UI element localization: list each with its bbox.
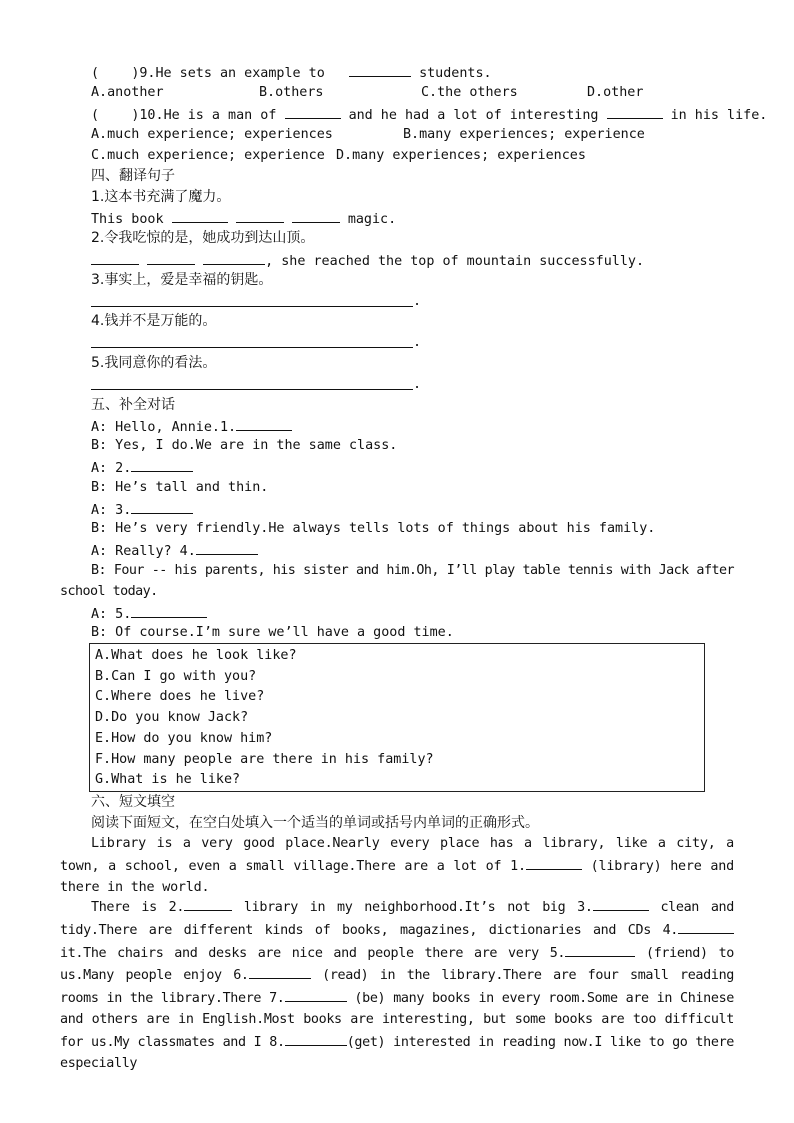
q9-options [91, 83, 711, 103]
answer-blank[interactable] [236, 208, 284, 223]
dialog-text: B: Four -- his parents, his sister and him.Oh, I’ll play table tennis with Jack after school today. [60, 563, 734, 599]
answer-line[interactable] [91, 306, 413, 307]
passage-text: (be) many books in every room.Some are in Chinese and others are in English.Most books are interesting, but some books are too difficult for us.My classmates and I 8. [60, 991, 734, 1050]
question-text: in his life. [670, 108, 768, 123]
option-d[interactable]: D.other [587, 85, 644, 100]
option-c[interactable]: C.the others [421, 85, 518, 100]
english-text: magic. [347, 212, 397, 227]
answer-blank[interactable] [292, 208, 340, 223]
answer-period: . [413, 335, 422, 350]
dialog-line-wrapped [60, 561, 734, 603]
answer-blank[interactable] [349, 62, 411, 77]
dialog-line [91, 499, 193, 521]
choice-c: C.Where does he live? [95, 689, 265, 704]
choice-g: G.What is he like? [95, 772, 241, 787]
section-6-instruction: 阅读下面短文，在空白处填入一个适当的单词或括号内单词的正确形式。 [91, 815, 539, 831]
passage-text: (read) in the library.There are four small reading rooms in the library.There 7. [60, 968, 734, 1007]
choice-b: B.Can I go with you? [95, 669, 257, 684]
passage-text: (library) here and there in the world. [60, 858, 734, 895]
translation-1-chinese: 1.这本书充满了魔力。 [91, 189, 231, 205]
answer-blank[interactable] [249, 964, 311, 979]
answer-blank[interactable] [91, 250, 139, 265]
option-b[interactable]: B.many experiences; experience [403, 127, 645, 142]
answer-blank[interactable] [184, 896, 232, 911]
answer-blank[interactable] [147, 250, 195, 265]
option-d[interactable]: D.many experiences; experiences [336, 148, 586, 163]
answer-blank[interactable] [593, 896, 649, 911]
question-text: He sets an example to [155, 66, 325, 81]
dialog-line [91, 416, 292, 438]
answer-blank[interactable] [678, 919, 734, 934]
answer-blank[interactable] [285, 1031, 347, 1046]
passage-text: it.The chairs and desks are nice and people there are very 5. [60, 945, 566, 961]
section-5-title: 五、补全对话 [91, 397, 175, 413]
answer-blank[interactable] [285, 987, 347, 1002]
answer-blank[interactable] [131, 603, 207, 618]
dialog-text: A: 2. [91, 461, 132, 476]
translation-1-english [91, 208, 396, 230]
answer-blank[interactable] [236, 416, 292, 431]
passage-text: Library is a very good place.Nearly every place has a library, like a city, a town, a school, even a small village.There are a lot of 1. [60, 836, 734, 874]
choice-a: A.What does he look like? [95, 648, 297, 663]
answer-blank[interactable] [203, 250, 265, 265]
dialog-line: B: Of course.I’m sure we’ll have a good time. [91, 625, 454, 640]
dialog-line: B: He’s very friendly.He always tells lots of things about his family. [91, 521, 656, 536]
translation-4-chinese: 4.钱并不是万能的。 [91, 313, 217, 329]
answer-period: . [413, 294, 422, 309]
translation-3-chinese: 3.事实上，爱是幸福的钥匙。 [91, 272, 273, 288]
question-text: He is a man of [163, 108, 277, 123]
option-a[interactable]: A.another [91, 85, 164, 100]
q10-options-row1 [91, 125, 711, 145]
dialog-text: A: Hello, Annie.1. [91, 420, 237, 435]
passage-paragraph-2 [60, 896, 734, 1074]
dialog-line [91, 540, 258, 562]
choices-box [89, 643, 705, 792]
translation-5-chinese: 5.我同意你的看法。 [91, 355, 217, 371]
dialog-line: B: Yes, I do.We are in the same class. [91, 438, 398, 453]
passage-text: There is 2. [91, 900, 185, 915]
question-text: and he had a lot of interesting [348, 108, 599, 123]
q10-options-row2 [91, 146, 711, 166]
passage-paragraph-1 [60, 834, 734, 898]
option-b[interactable]: B.others [259, 85, 324, 100]
dialog-line: B: He’s tall and thin. [91, 480, 269, 495]
answer-blank[interactable] [131, 457, 193, 472]
passage-text: (get) interested in reading now.I like to go there especially [60, 1034, 734, 1071]
question-text: students. [419, 66, 492, 81]
paren-close: ) [131, 66, 140, 81]
question-10 [91, 104, 767, 126]
passage-text: library in my neighborhood.It’s not big 3. [232, 900, 593, 915]
paren-open: ( [91, 108, 100, 123]
answer-line[interactable] [91, 389, 413, 390]
dialog-text: A: 3. [91, 503, 132, 518]
dialog-text: A: Really? 4. [91, 544, 196, 559]
choice-d: D.Do you know Jack? [95, 710, 249, 725]
paren-close: ) [131, 108, 140, 123]
english-text: This book [91, 212, 164, 227]
answer-blank[interactable] [131, 499, 193, 514]
question-9 [91, 62, 492, 84]
dialog-text: A: 5. [91, 607, 132, 622]
translation-2-chinese: 2.令我吃惊的是，她成功到达山顶。 [91, 230, 315, 246]
passage-text: clean and tidy.There are different kinds of books, magazines, dictionaries and CDs 4. [60, 900, 734, 938]
choice-f: F.How many people are there in his family? [95, 752, 434, 767]
question-number: 9. [139, 66, 156, 81]
answer-blank[interactable] [196, 540, 258, 555]
answer-blank[interactable] [526, 855, 582, 870]
paren-open: ( [91, 66, 100, 81]
answer-blank[interactable] [172, 208, 228, 223]
section-6-title: 六、短文填空 [91, 794, 175, 810]
answer-blank[interactable] [285, 104, 341, 119]
passage-text: (friend) to us.Many people enjoy 6. [60, 945, 734, 984]
english-text: , she reached the top of mountain successfully. [265, 254, 645, 269]
answer-period: . [413, 377, 422, 392]
question-number: 10. [139, 108, 164, 123]
dialog-line [91, 603, 207, 625]
translation-2-english [91, 250, 644, 272]
option-a[interactable]: A.much experience; experiences [91, 127, 333, 142]
dialog-line [91, 457, 193, 479]
answer-blank[interactable] [607, 104, 663, 119]
answer-blank[interactable] [565, 942, 635, 957]
section-4-title: 四、翻译句子 [91, 168, 175, 184]
choice-e: E.How do you know him? [95, 731, 273, 746]
option-c[interactable]: C.much experience; experience [91, 148, 325, 163]
answer-line[interactable] [91, 347, 413, 348]
